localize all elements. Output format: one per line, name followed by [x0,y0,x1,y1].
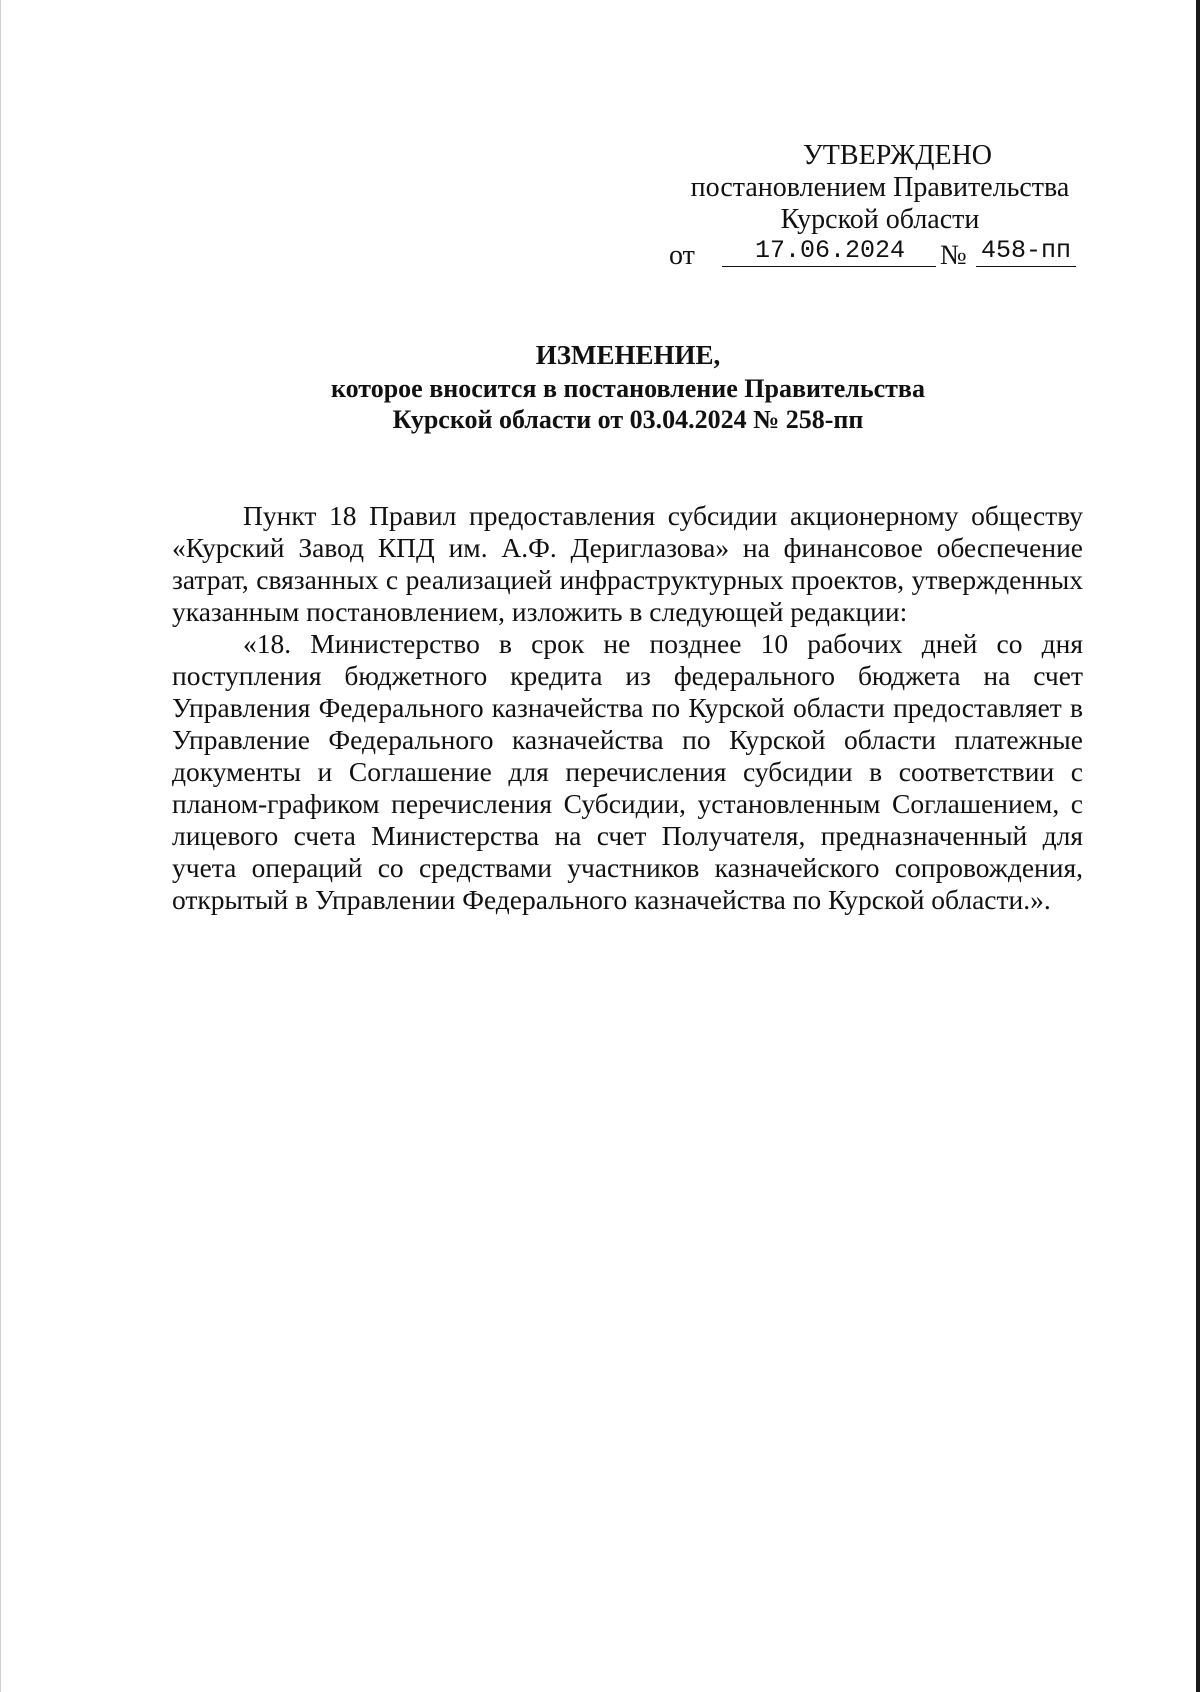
body-paragraph-1: Пункт 18 Правил предоставления субсидии акционерному обществу «Курский Завод КПД им. А.Ф. Дериглазова» на финансовое обеспечение затрат, связанных с реализацией инфраструктурных проектов, утвержденных указанным постановлением, изложить в следующей редакции: [172,500,1083,627]
approval-issuer: постановлением Правительства [690,172,1070,203]
scan-edge-right [1196,0,1200,1692]
title-line-3: Курской области от 03.04.2024 № 258-пп [392,405,864,434]
title-main: ИЗМЕНЕНИЕ, [535,340,721,370]
body-paragraph-2: «18. Министерство в срок не позднее 10 рабочих дней со дня поступления бюджетного кредита из федерального бюджета на счет Управления Федерального казначейства по Курской области предоставляет в Управление Федерального казначейства по Курской области платежные документы и Соглашение для перечисления субсидии в соответствии с планом-графиком перечисления Субсидии, установленным Соглашением, с лицевого счета Министерства на счет Получателя, предназначенный для учета операций со средствами участников казначейского сопровождения, открытый в Управлении Федерального казначейства по Курской области.». [172,628,1083,915]
document-body [172,500,1083,916]
approval-date: 17.06.2024 [722,236,936,267]
scan-edge-left [0,0,1,1692]
document-title [172,340,1084,435]
title-line-2: которое вносится в постановление Правительства [331,374,925,403]
approval-date-number-line [669,236,1080,272]
approval-heading: УТВЕРЖДЕНО [802,140,993,171]
approval-number: 458-пп [976,236,1076,267]
approval-from-label: от [669,240,695,271]
approval-region: Курской области [780,204,980,235]
approval-block [669,140,1080,272]
approval-number-sign: № [940,240,967,271]
